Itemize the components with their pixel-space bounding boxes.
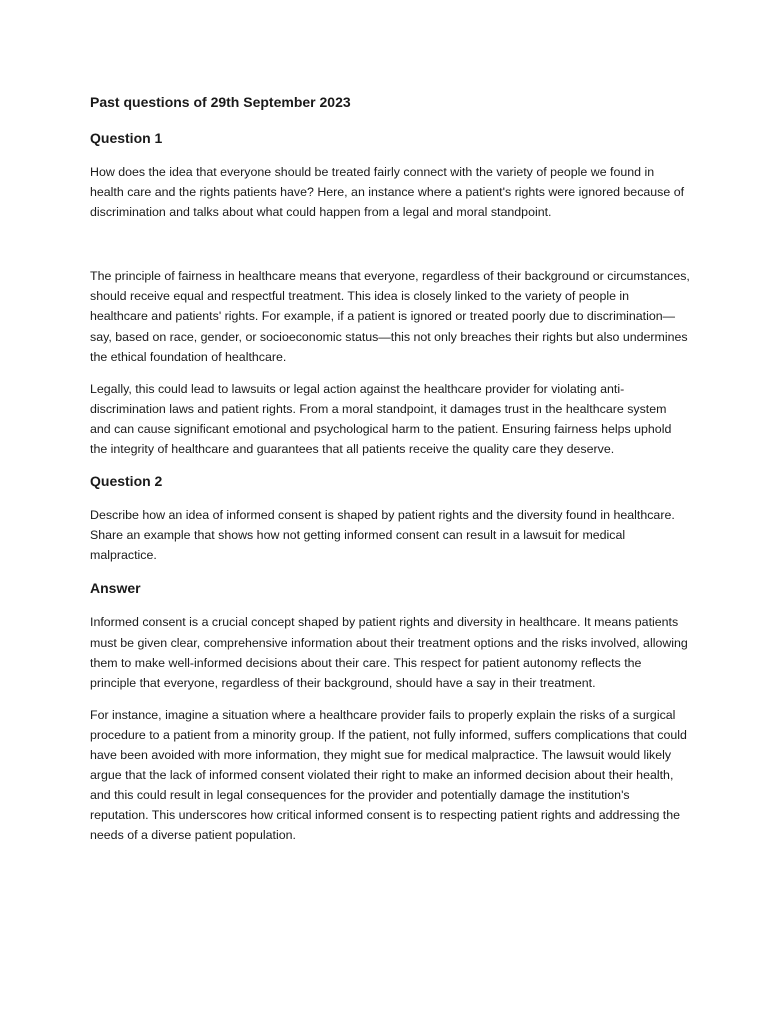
question-2-heading: Question 2 xyxy=(90,473,163,490)
answer-heading: Answer xyxy=(90,580,141,597)
question-2-answer-paragraph-1: Informed consent is a crucial concept shaped by patient rights and diversity in healthcare. It means patients must be given clear, comprehensive information about their treatment options and the risks involved, allowing them to make well-informed decisions about their care. This respect for patient autonomy reflects the principle that everyone, regardless of their background, should have a say in their treatment. xyxy=(90,615,688,690)
question-2-prompt: Describe how an idea of informed consent is shaped by patient rights and the diversity found in healthcare. Share an example that shows how not getting informed consent can result in a lawsuit for medical malpractice. xyxy=(90,508,675,563)
question-1-answer-paragraph-2: Legally, this could lead to lawsuits or legal action against the healthcare provider for violating anti-discrimination laws and patient rights. From a moral standpoint, it damages trust in the healthcare system and can cause significant emotional and psychological harm to the patient. Ensuring fairness helps uphold the integrity of healthcare and guarantees that all patients receive the quality care they deserve. xyxy=(90,381,672,457)
question-2-answer-paragraph-2: For instance, imagine a situation where a healthcare provider fails to properly explain the risks of a surgical procedure to a patient from a minority group. If the patient, not fully informed, suffers complications that could have been avoided with more information, they might sue for medical malpractice. The lawsuit would likely argue that the lack of informed consent violated their right to make an informed decision about their health, and this could result in legal consequences for the provider and potentially damage the institution's reputation. This underscores how critical informed consent is to respecting patient rights and addressing the needs of a diverse patient population. xyxy=(90,707,687,843)
document-title: Past questions of 29th September 2023 xyxy=(90,94,351,110)
question-1-answer-paragraph-1: The principle of fairness in healthcare means that everyone, regardless of their background or circumstances, should receive equal and respectful treatment. This idea is closely linked to the variety of people in healthcare and patients' rights. For example, if a patient is ignored or treated poorly due to discrimination—say, based on race, gender, or socioeconomic status—this not only breaches their rights but also undermines the ethical foundation of healthcare. xyxy=(90,269,690,364)
question-1-prompt: How does the idea that everyone should be treated fairly connect with the variety of people we found in health care and the rights patients have? Here, an instance where a patient's rights were ignored because of discrimination and talks about what could happen from a legal and moral standpoint. xyxy=(90,165,685,220)
question-1-heading: Question 1 xyxy=(90,130,163,146)
document-page xyxy=(90,92,690,845)
